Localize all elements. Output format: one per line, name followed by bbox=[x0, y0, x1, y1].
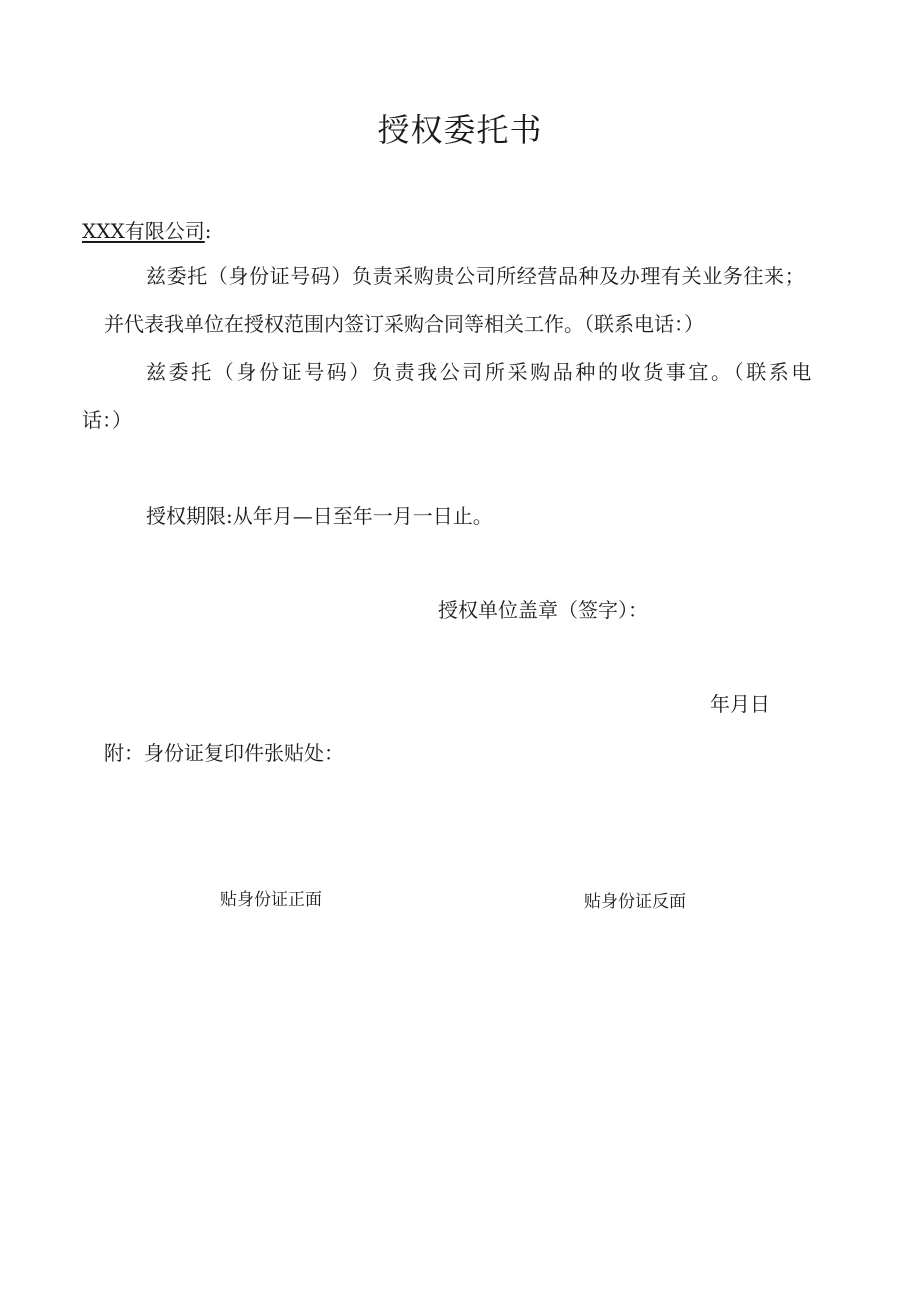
id-back-placeholder: 贴身份证反面 bbox=[584, 892, 686, 912]
addressee-colon: : bbox=[204, 219, 212, 243]
date-line: 年月日 bbox=[710, 692, 770, 716]
paragraph-2-line-1: 兹委托（身份证号码）负责我公司所采购品种的收货事宜。（联系电 bbox=[146, 360, 814, 384]
paragraph-2-line-2: 话：） bbox=[82, 408, 132, 432]
addressee-line bbox=[82, 221, 211, 241]
paragraph-1-line-2: 并代表我单位在授权范围内签订采购合同等相关工作。（联系电话：） bbox=[104, 312, 704, 336]
attachment-note: 附：身份证复印件张贴处： bbox=[104, 741, 344, 765]
id-front-placeholder: 贴身份证正面 bbox=[220, 890, 322, 910]
paragraph-1-line-1: 兹委托（身份证号码）负责采购贵公司所经营品种及办理有关业务往来； bbox=[146, 264, 806, 288]
document-title: 授权委托书 bbox=[377, 111, 543, 149]
addressee-company: XXX有限公司 bbox=[82, 219, 205, 243]
authorization-term: 授权期限:从年月—日至年一月一日止。 bbox=[146, 504, 493, 528]
seal-signature-label: 授权单位盖章（签字）： bbox=[438, 598, 648, 622]
